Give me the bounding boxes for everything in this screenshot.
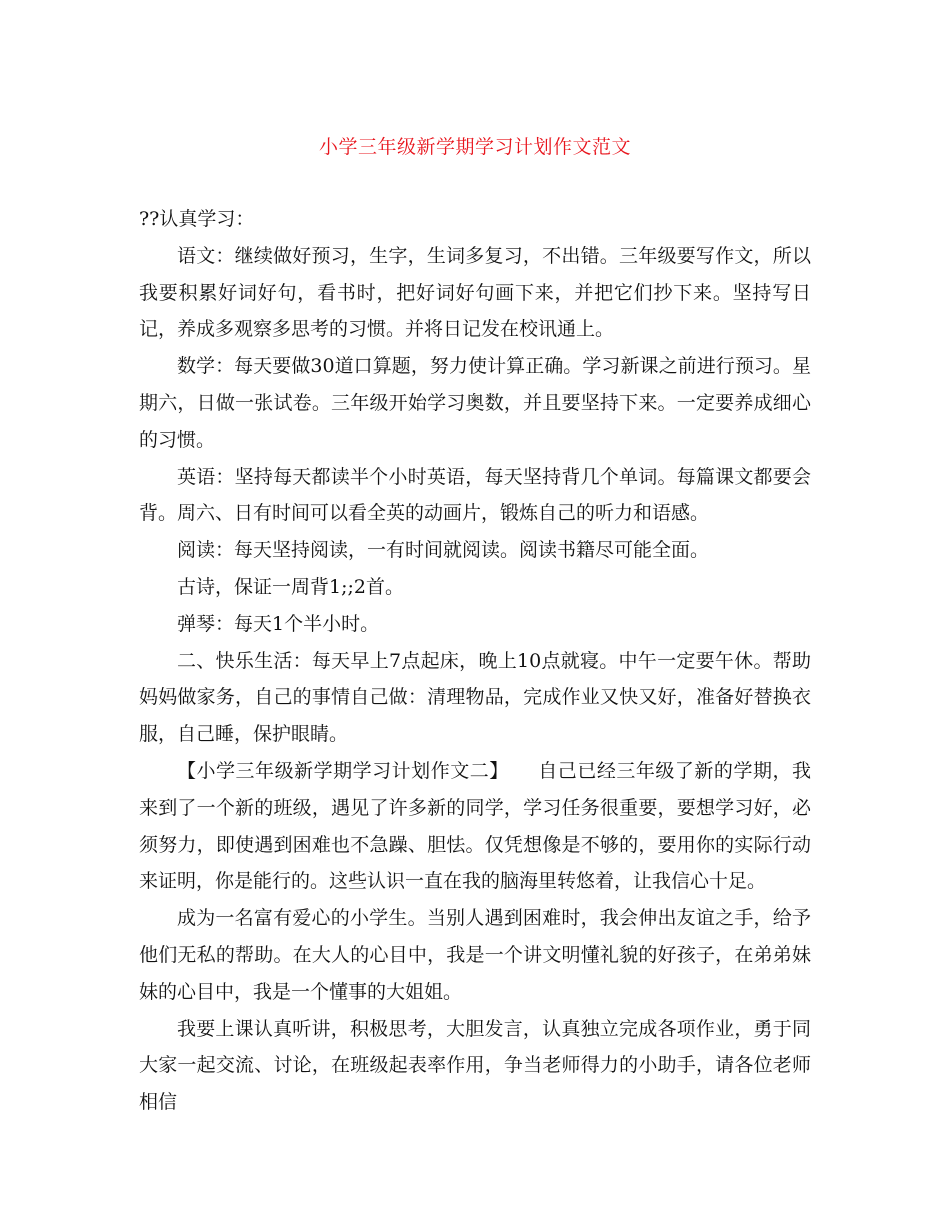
paragraph-poetry: 古诗，保证一周背1;;2首。	[177, 575, 404, 598]
document-body	[139, 201, 811, 1121]
paragraph-piano: 弹琴：每天1个半小时。	[177, 612, 380, 635]
section-heading-study: ??认真学习：	[139, 208, 255, 230]
paragraph-class-duty: 我要上课认真听讲，积极思考，大胆发言，认真独立完成各项作业，勇于同大家一起交流、讨论，在班级起表率作用，争当老师得力的小助手，请各位老师相信	[139, 1017, 811, 1114]
paragraph-happy-life: 二、快乐生活：每天早上7点起床，晚上10点就寝。中午一定要午休。帮助妈妈做家务，自己的事情自己做：清理物品，完成作业又快又好，准备好替换衣服，自己睡，保护眼睛。	[139, 649, 811, 746]
document-title: 小学三年级新学期学习计划作文范文	[318, 136, 631, 158]
paragraph-reading: 阅读：每天坚持阅读，一有时间就阅读。阅读书籍尽可能全面。	[177, 539, 710, 562]
paragraph-chinese: 语文：继续做好预习，生字，生词多复习，不出错。三年级要写作文，所以我要积累好词好句，看书时，把好词好句画下来，并把它们抄下来。坚持写日记，养成多观察多思考的习惯。并将日记发在校讯通上。	[139, 244, 811, 341]
paragraph-kindness: 成为一名富有爱心的小学生。当别人遇到困难时，我会伸出友谊之手，给予他们无私的帮助。在大人的心目中，我是一个讲文明懂礼貌的好孩子，在弟弟妹妹的心目中，我是一个懂事的大姐姐。	[139, 907, 811, 1003]
paragraph-english: 英语：坚持每天都读半个小时英语，每天坚持背几个单词。每篇课文都要会背。周六、日有时间可以看全英的动画片，锻炼自己的听力和语感。	[139, 465, 811, 525]
paragraph-essay-two: 【小学三年级新学期学习计划作文二】 自己已经三年级了新的学期，我来到了一个新的班级，遇见了许多新的同学，学习任务很重要，要想学习好，必须努力，即使遇到困难也不急躁、胆怯。仅凭想像是不够的，要用你的实际行动来证明，你是能行的。这些认识一直在我的脑海里转悠着，让我信心十足。	[139, 759, 811, 893]
paragraph-math: 数学：每天要做30道口算题，努力使计算正确。学习新课之前进行预习。星期六，日做一张试卷。三年级开始学习奥数，并且要坚持下来。一定要养成细心的习惯。	[139, 355, 811, 451]
